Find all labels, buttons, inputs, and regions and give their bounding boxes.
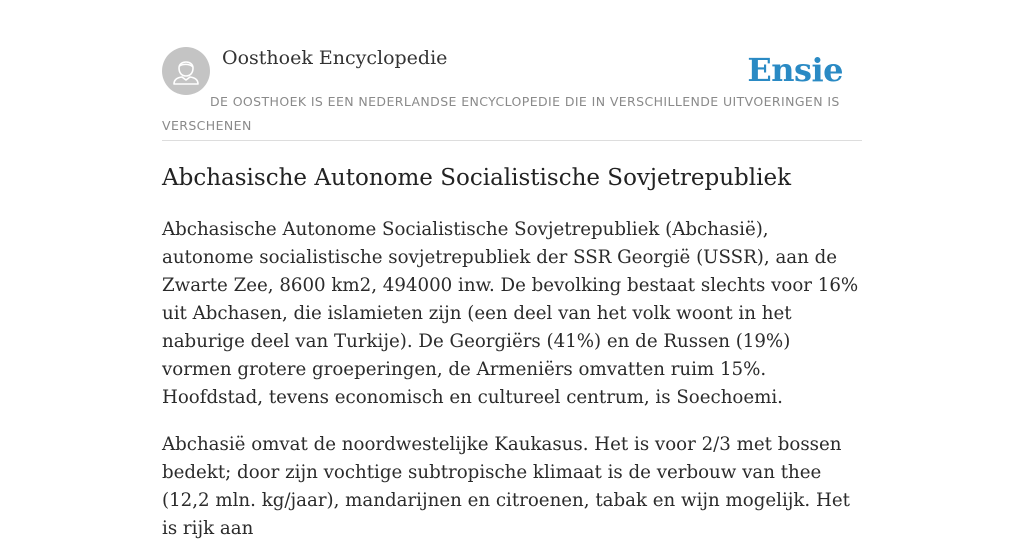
article-title: Abchasische Autonome Socialistische Sovjetrepubliek <box>162 165 792 191</box>
user-silhouette-icon[interactable] <box>162 47 210 95</box>
source-description: DE OOSTHOEK IS EEN NEDERLANDSE ENCYCLOPEDIE DIE IN VERSCHILLENDE UITVOERINGEN IS VERSCHENEN <box>162 94 840 133</box>
source-header <box>162 46 862 141</box>
article-paragraph-1: Abchasische Autonome Socialistische Sovjetrepubliek (Abchasië), autonome socialistische sovjetrepubliek der SSR Georgië (USSR), aan de Zwarte Zee, 8600 km2, 494000 inw. De bevolking bestaat slechts voor 16% uit Abchasen, die islamieten zijn (een deel van het volk woont in het naburige deel van Turkije). De Georgiërs (41%) en de Russen (19%) vormen grotere groeperingen, de Armeniërs omvatten ruim 15%. Hoofdstad, tevens economisch en cultureel centrum, is Soechoemi. <box>162 219 859 408</box>
brand-logo[interactable]: Ensie <box>747 51 843 89</box>
source-title[interactable]: Oosthoek Encyclopedie <box>222 47 448 69</box>
article-paragraph-2: Abchasië omvat de noordwestelijke Kaukasus. Het is voor 2/3 met bossen bedekt; door zijn vochtige subtropische klimaat is de verbouw van thee (12,2 mln. kg/jaar), mandarijnen en citroenen, tabak en wijn mogelijk. Het is rijk aan <box>162 434 850 539</box>
